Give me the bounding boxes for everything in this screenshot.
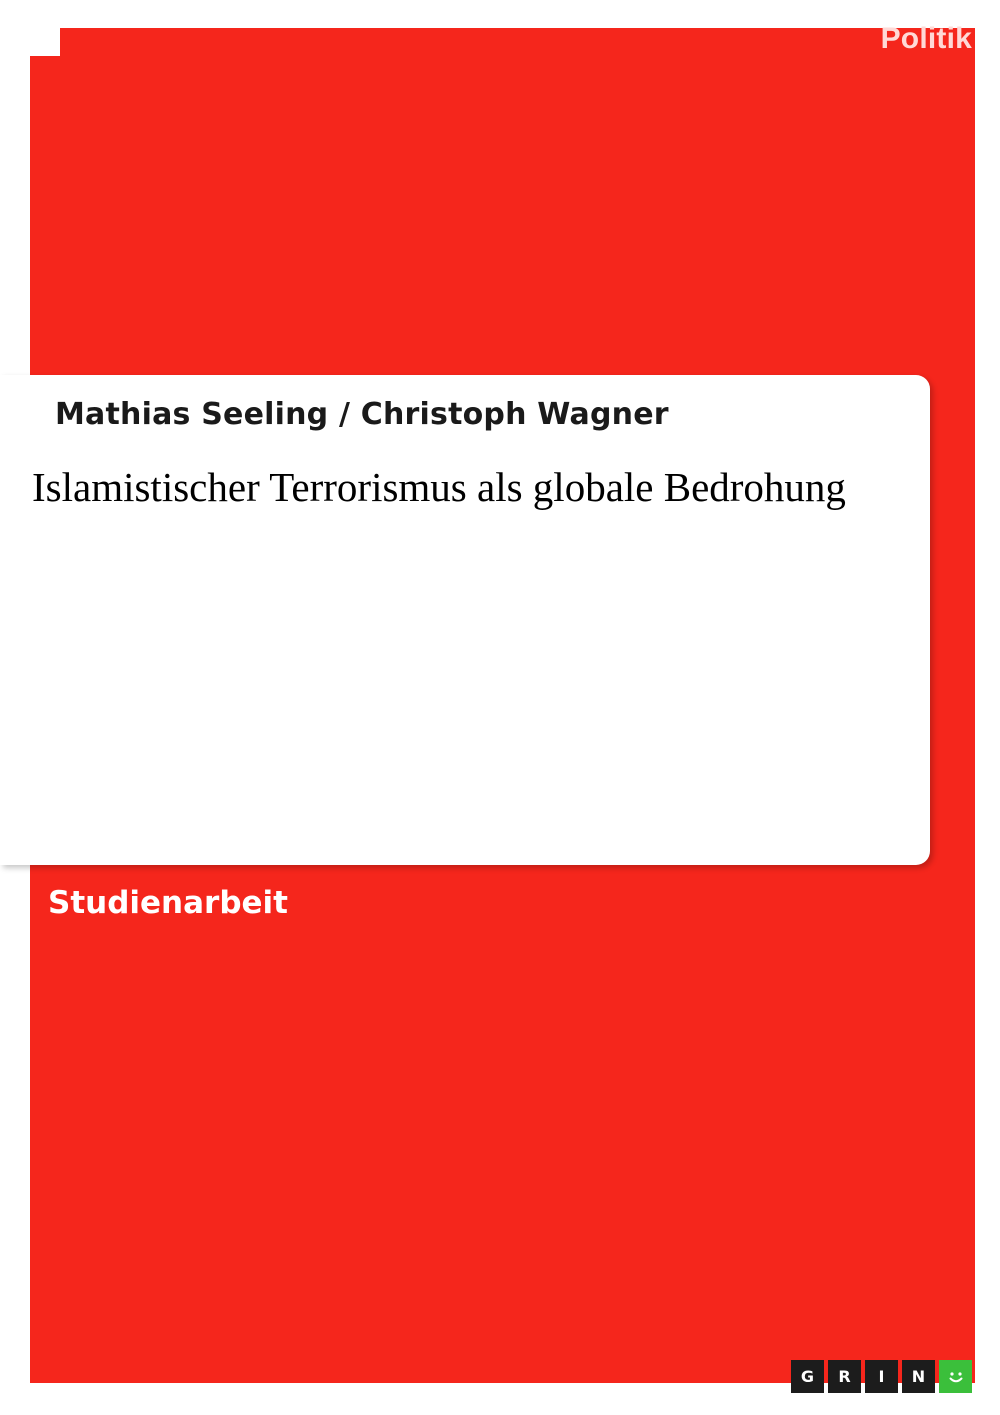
authors-line: Mathias Seeling / Christoph Wagner bbox=[55, 397, 669, 432]
publisher-logo bbox=[791, 1360, 972, 1393]
title-card bbox=[0, 375, 930, 865]
category-label: Politik bbox=[880, 22, 972, 55]
document-type-label: Studienarbeit bbox=[48, 885, 288, 921]
logo-letter-g: G bbox=[791, 1360, 824, 1393]
logo-letter-i: I bbox=[865, 1360, 898, 1393]
cover-corner-notch bbox=[30, 28, 60, 56]
cover-top-white-band bbox=[30, 0, 635, 28]
logo-letter-n: N bbox=[902, 1360, 935, 1393]
page-title: Islamistischer Terrorismus als globale Bedrohung bbox=[32, 464, 846, 510]
smiley-face-icon bbox=[939, 1360, 972, 1393]
logo-letter-r: R bbox=[828, 1360, 861, 1393]
